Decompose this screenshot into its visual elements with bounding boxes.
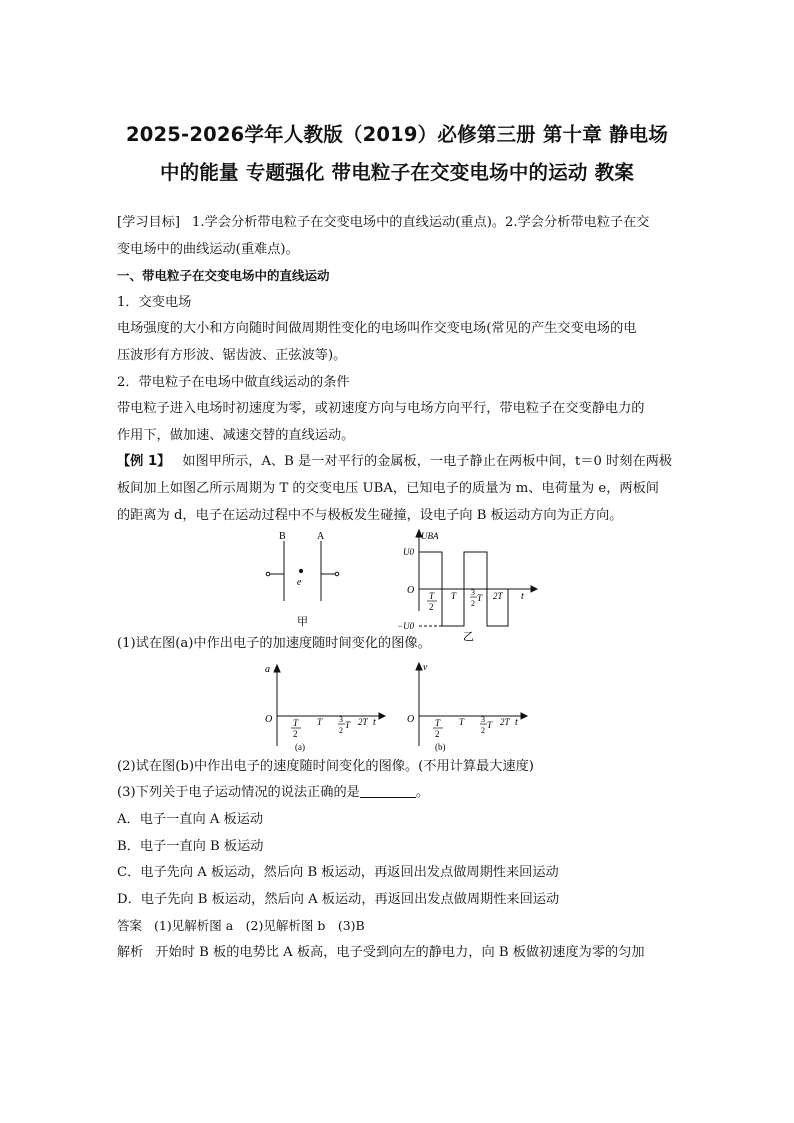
analysis-text: 开始时 B 板的电势比 A 板高，电子受到向左的静电力，向 B 板做初速度为零的匀加 bbox=[155, 944, 645, 960]
graph-b-y-label: v bbox=[423, 661, 428, 673]
sub2-line-1: 带电粒子进入电场时初速度为零，或初速度方向与电场方向平行，带电粒子在交变静电力的 bbox=[117, 401, 645, 417]
graph-a-T: T bbox=[317, 716, 323, 727]
question-2: (2)试在图(b)中作出电子的速度随时间变化的图像。(不用计算最大速度) bbox=[117, 758, 534, 774]
caption-jia: 甲 bbox=[297, 616, 308, 629]
question-3-text: (3)下列关于电子运动情况的说法正确的是 bbox=[117, 785, 360, 801]
graph-b-2T: 2T bbox=[500, 716, 510, 727]
yi-half-denom: 2 bbox=[429, 602, 434, 613]
example-text-1: 如图甲所示，A、B 是一对平行的金属板，一电子静止在两板中间，t＝0 时刻在两极 bbox=[182, 454, 673, 470]
graph-b-t-arrow bbox=[521, 713, 527, 719]
electron-label: e bbox=[297, 577, 302, 589]
answer-text: (1)见解析图 a (2)见解析图 b (3)B bbox=[154, 918, 365, 934]
sub1-line-2: 压波形有方形波、锯齿波、正弦波等)。 bbox=[117, 347, 347, 363]
title-line-2: 中的能量 专题强化 带电粒子在交变电场中的运动 教案 bbox=[159, 161, 635, 184]
yi-2T: 2T bbox=[493, 591, 503, 602]
document-body bbox=[117, 210, 683, 966]
example-line-3: 的距离为 d，电子在运动过程中不与极板发生碰撞，设电子向 B 板运动方向为正方向。 bbox=[117, 507, 623, 523]
subheading-2: 2．带电粒子在电场中做直线运动的条件 bbox=[117, 374, 350, 390]
answer-line bbox=[117, 913, 683, 940]
question-1: (1)试在图(a)中作出电子的加速度随时间变化的图像。 bbox=[117, 636, 431, 652]
svg-text:T: T bbox=[293, 717, 299, 728]
objectives-label: [学习目标] bbox=[117, 215, 181, 230]
svg-text:2: 2 bbox=[435, 728, 440, 739]
svg-text:2: 2 bbox=[293, 728, 298, 739]
graph-b-T: T bbox=[459, 716, 465, 727]
yi-u0-label: U0 bbox=[403, 547, 414, 558]
sub1-line-1: 电场强度的大小和方向随时间做周期性变化的电场叫作交变电场(常见的产生交变电场的电 bbox=[117, 321, 637, 337]
analysis-label: 解析 bbox=[117, 944, 144, 960]
yi-three-half-T: T bbox=[477, 593, 483, 604]
graph-a-t-arrow bbox=[379, 713, 385, 719]
figures-a-b bbox=[117, 658, 683, 754]
graph-b-origin: O bbox=[407, 713, 415, 725]
example-line-1 bbox=[117, 449, 683, 476]
svg-text:T: T bbox=[345, 719, 351, 730]
subheading-1: 1．交变电场 bbox=[117, 294, 192, 310]
graph-b bbox=[416, 663, 527, 746]
yi-T: T bbox=[451, 591, 457, 602]
graph-a-2T: 2T bbox=[358, 716, 368, 727]
analysis-line bbox=[117, 940, 683, 967]
graph-b-y-arrow bbox=[416, 663, 422, 670]
terminal-a bbox=[335, 572, 339, 576]
svg-text:3: 3 bbox=[481, 714, 485, 724]
svg-text:T: T bbox=[435, 717, 441, 728]
yi-three: 3 bbox=[471, 588, 475, 598]
yi-half-t: T bbox=[429, 591, 435, 602]
figure-yi bbox=[416, 530, 537, 626]
figure-jia bbox=[266, 541, 339, 601]
graph-b-t-label: t bbox=[515, 716, 518, 728]
graph-a-y-label: a bbox=[265, 663, 270, 675]
yi-t-label: t bbox=[521, 591, 524, 603]
caption-yi: 乙 bbox=[463, 631, 474, 644]
yi-two: 2 bbox=[471, 599, 475, 609]
document-title bbox=[100, 116, 694, 192]
figure-row-2 bbox=[117, 658, 683, 754]
option-a: A．电子一直向 A 板运动 bbox=[117, 811, 264, 827]
svg-text:3: 3 bbox=[339, 714, 343, 724]
yi-y-label: UBA bbox=[421, 531, 439, 542]
question-3 bbox=[117, 780, 683, 807]
yi-neg-u0-label: −U0 bbox=[397, 621, 415, 632]
yi-origin: O bbox=[407, 585, 415, 597]
option-b: B．电子一直向 B 板运动 bbox=[117, 838, 264, 854]
svg-text:2: 2 bbox=[339, 725, 343, 735]
graph-a-y-arrow bbox=[274, 665, 280, 672]
section-heading: 一、带电粒子在交变电场中的直线运动 bbox=[117, 268, 330, 284]
objectives-line-1 bbox=[117, 210, 683, 237]
graph-a bbox=[274, 665, 385, 746]
svg-text:T: T bbox=[487, 719, 493, 730]
question-3-end: 。 bbox=[415, 785, 430, 801]
example-line-2: 板间加上如图乙所示周期为 T 的交变电压 UBA，已知电子的质量为 m、电荷量为 e，两板间 bbox=[117, 480, 659, 496]
option-d: D．电子先向 B 板运动，然后向 A 板运动，再返回出发点做周期性来回运动 bbox=[117, 891, 560, 907]
caption-b: (b) bbox=[435, 741, 446, 752]
option-c: C．电子先向 A 板运动，然后向 B 板运动，再返回出发点做周期性来回运动 bbox=[117, 865, 559, 881]
graph-a-origin: O bbox=[265, 713, 273, 725]
sub2-line-2: 作用下，做加速、减速交替的直线运动。 bbox=[117, 427, 355, 443]
answer-label: 答案 bbox=[117, 918, 143, 934]
objectives-line-2: 变电场中的曲线运动(重难点)。 bbox=[117, 241, 299, 257]
caption-a: (a) bbox=[295, 741, 305, 752]
title-line-1: 2025-2026学年人教版（2019）必修第三册 第十章 静电场 bbox=[125, 123, 669, 146]
yi-t-arrow bbox=[531, 586, 537, 592]
electron-dot bbox=[299, 570, 302, 573]
plate-a-label: A bbox=[317, 531, 325, 543]
objectives-text-1: 1.学会分析带电粒子在交变电场中的直线运动(重点)。2.学会分析带电粒子在交 bbox=[192, 215, 650, 230]
terminal-b bbox=[266, 572, 270, 576]
answer-blank bbox=[360, 783, 416, 798]
example-label: 【例 1】 bbox=[117, 454, 171, 470]
graph-a-t-label: t bbox=[373, 716, 376, 728]
svg-text:2: 2 bbox=[481, 725, 485, 735]
plate-b-label: B bbox=[279, 531, 286, 543]
